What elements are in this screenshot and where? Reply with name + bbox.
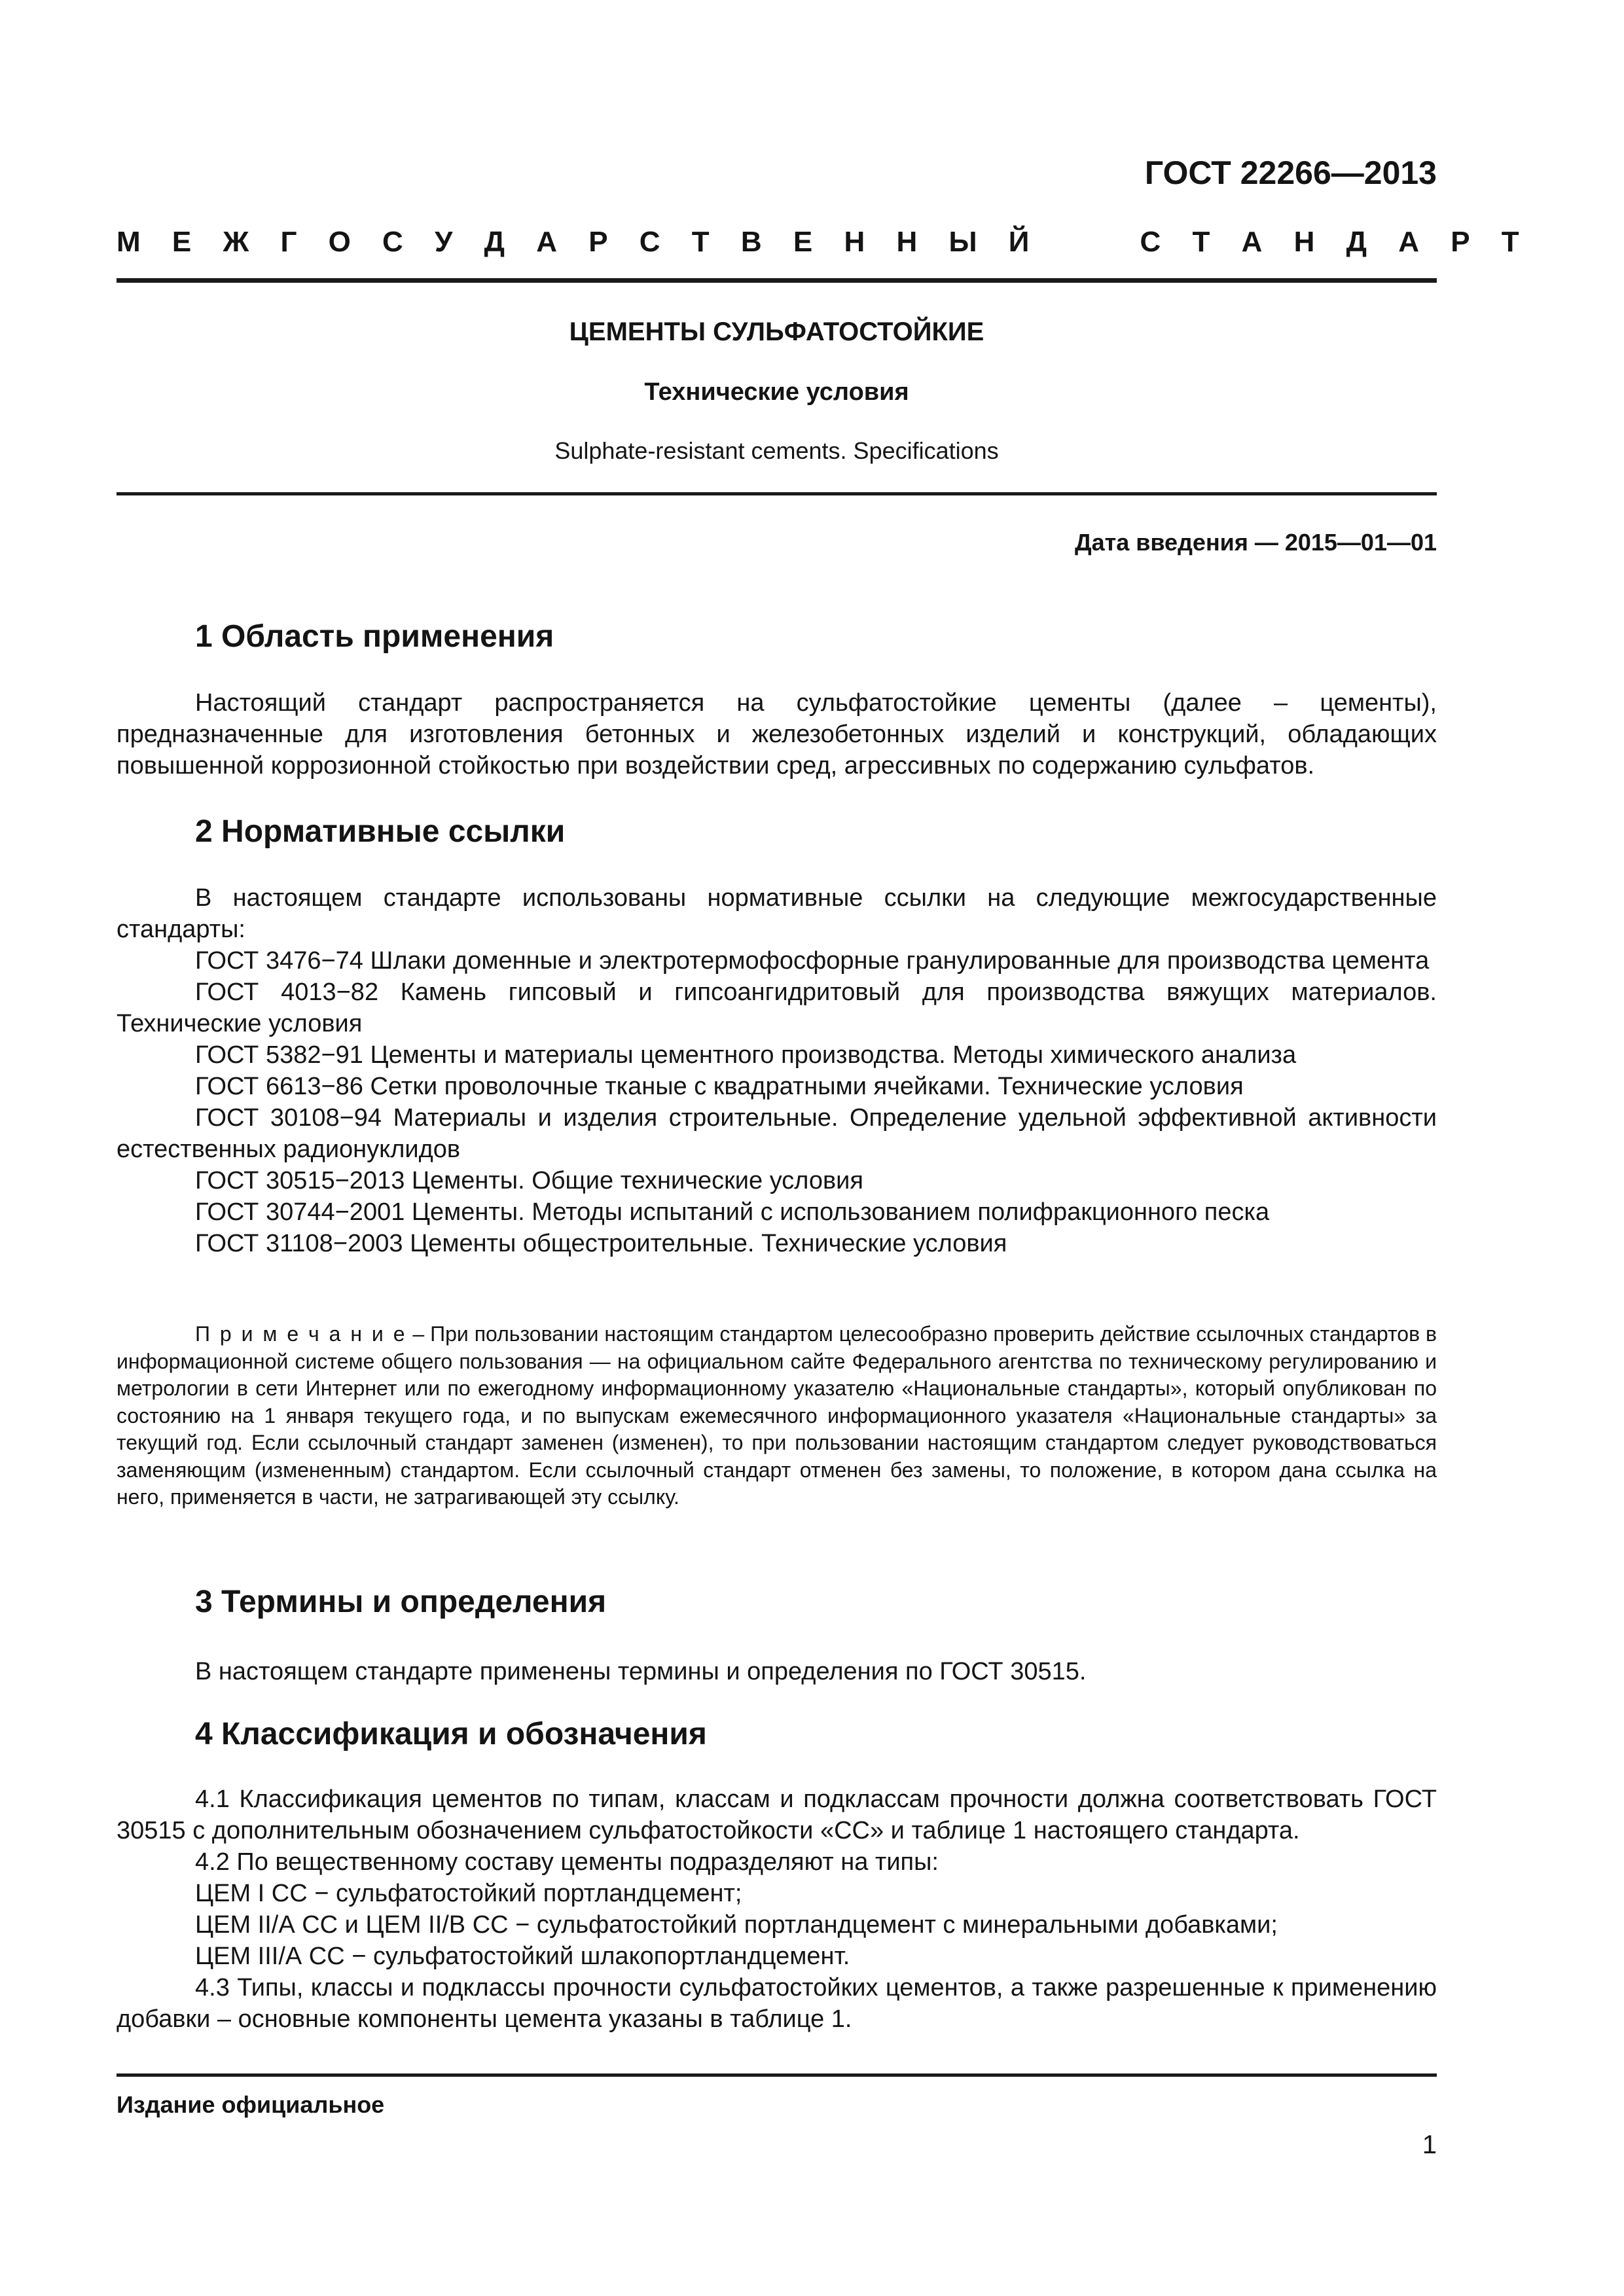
clause-4-3: 4.3 Типы, классы и подклассы прочности сульфатостойких цементов, а также разрешенные к применению добавки – основные компоненты цемента указаны в таблице 1. — [117, 1974, 1437, 2033]
doc-number: ГОСТ 22266—2013 — [1144, 154, 1437, 191]
note — [117, 1321, 1437, 1511]
reference-item: ГОСТ 3476−74 Шлаки доменные и электротермофосфорные гранулированные для производства цемента — [195, 947, 1430, 975]
section-3-heading: 3 Термины и определения — [195, 1585, 607, 1619]
section-1-paragraph: Настоящий стандарт распространяется на сульфатостойкие цементы (далее – цементы), предназначенные для изготовления бетонных и железобетонных изделий и конструкций, обладающих повышенной коррозионной стойкостью при воздействии сред, агрессивных по содержанию сульфатов. — [117, 689, 1437, 780]
page-number: 1 — [1422, 2130, 1437, 2159]
note-label: П р и м е ч а н и е — [195, 1322, 407, 1346]
section-2-body — [117, 882, 1437, 1259]
reference-item: ГОСТ 5382−91 Цементы и материалы цементного производства. Методы химического анализа — [195, 1041, 1297, 1069]
clause-4-2: 4.2 По вещественному составу цементы подразделяют на типы: — [195, 1848, 939, 1876]
reference-item: ГОСТ 30744−2001 Цементы. Методы испытаний с использованием полифракционного песка — [195, 1198, 1270, 1226]
document-title: ЦЕМЕНТЫ СУЛЬФАТОСТОЙКИЕ — [569, 317, 984, 346]
standard-type: М Е Ж Г О С У Д А Р С Т В Е Н Н Ы Й С Т А Н Д А Р Т — [117, 226, 1531, 258]
section-1-heading: 1 Область применения — [195, 619, 554, 654]
footer-rule — [117, 2073, 1437, 2077]
section-3-paragraph: В настоящем стандарте применены термины и определения по ГОСТ 30515. — [195, 1658, 1087, 1685]
document-subtitle: Технические условия — [644, 378, 909, 406]
note-text: – При пользовании настоящим стандартом целесообразно проверить действие ссылочных стандартов в информационной системе общего пользования — на официальном сайте Федерального агентства по техническому регулированию и метрологии в сети Интернет или по ежегодному информационному указателю «Национальные стандарты», который опубликован по состоянию на 1 января текущего года, и по выпускам ежемесячного информационного указателя «Национальные стандарты» за текущий год. Если ссылочный стандарт заменен (изменен), то при пользовании настоящим стандартом следует руководствоваться заменяющим (измененным) стандартом. Если ссылочный стандарт отменен без замены, то положение, в котором дана ссылка на него, применяется в части, не затрагивающей эту ссылку. — [117, 1322, 1437, 1509]
reference-item: ГОСТ 30515−2013 Цементы. Общие технические условия — [195, 1167, 863, 1194]
clause-4-1: 4.1 Классификация цементов по типам, классам и подклассам прочности должна соответствовать ГОСТ 30515 с дополнительным обозначением сульфатостойкости «СС» и таблице 1 настоящего стандарта. — [117, 1785, 1437, 1844]
reference-item: ГОСТ 6613−86 Сетки проволочные тканые с квадратными ячейками. Технические условия — [195, 1073, 1244, 1100]
header-rule — [117, 278, 1437, 283]
cement-type-item: ЦЕМ II/А СС и ЦЕМ II/В СС − сульфатостойкий портландцемент с минеральными добавками; — [195, 1911, 1278, 1939]
intro-date: Дата введения — 2015—01—01 — [1074, 529, 1437, 556]
section-2-intro: В настоящем стандарте использованы нормативные ссылки на следующие межгосударственные стандарты: — [117, 884, 1437, 943]
reference-item: ГОСТ 31108−2003 Цементы общестроительные. Технические условия — [195, 1230, 1007, 1257]
reference-item: ГОСТ 30108−94 Материалы и изделия строительные. Определение удельной эффективной активности естественных радионуклидов — [117, 1104, 1437, 1163]
section-2-heading: 2 Нормативные ссылки — [195, 814, 566, 849]
reference-item: ГОСТ 4013−82 Камень гипсовый и гипсоангидритовый для производства вяжущих материалов. Технические условия — [117, 978, 1437, 1037]
section-4-body — [117, 1784, 1437, 2035]
cement-type-item: ЦЕМ I СС − сульфатостойкий портландцемент; — [195, 1880, 742, 1907]
cement-type-item: ЦЕМ III/А СС − сульфатостойкий шлакопортландцемент. — [195, 1943, 850, 1970]
edition-label: Издание официальное — [117, 2091, 385, 2118]
section-4-heading: 4 Классификация и обозначения — [195, 1717, 707, 1751]
english-title: Sulphate-resistant cements. Specifications — [554, 437, 999, 464]
title-rule — [117, 492, 1437, 495]
